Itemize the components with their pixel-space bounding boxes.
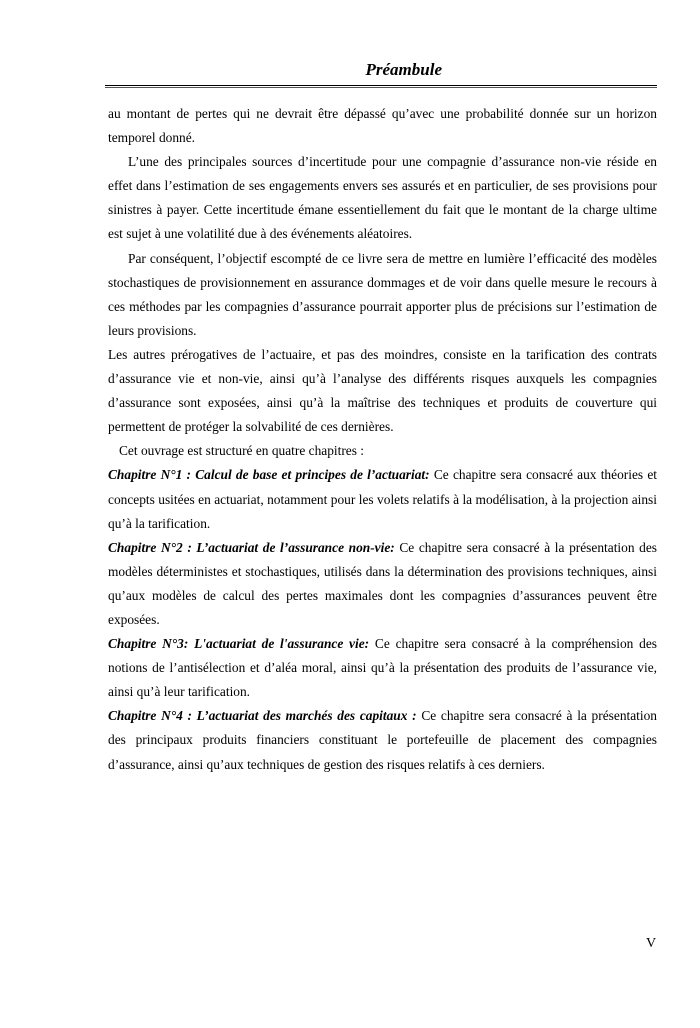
chapter-description: Ce chapitre sera consacré à la compréhension des notions de l’antisélection et d’aléa moral, ainsi qu’à la présentation des produits de l’assurance vie, ainsi qu’à leur tarification. [108, 636, 658, 700]
chapter-entry [108, 463, 657, 535]
page-number: V [646, 936, 657, 951]
body-paragraph: Cet ouvrage est structuré en quatre chapitres : [119, 443, 365, 459]
chapter-description: Ce chapitre sera consacré aux théories et concepts usitées en actuariat, notamment pour les volets relatifs à la modélisation, à la projection ainsi qu’à la tarification. [108, 467, 657, 531]
chapter-description: Ce chapitre sera consacré à la présentation des modèles déterministes et stochastiques, utilisés dans la détermination des provisions techniques, ainsi qu’aux modèles de calcul des pertes maximales dont les compagnies d’assurances peuvent être exposées. [108, 539, 657, 627]
body-paragraph: L’une des principales sources d’incertitude pour une compagnie d’assurance non-vie réside en effet dans l’estimation de ses engagements envers ses assurés et en particulier, de ses provisions pour sinistres à payer. Cette incertitude émane essentiellement du fait que le montant de la charge ultime est sujet à une volatilité due à des événements aléatoires. [108, 154, 657, 242]
chapter-title: Chapitre N°1 : Calcul de base et principes de l’actuariat: [108, 467, 430, 483]
chapter-entry [108, 536, 657, 632]
chapter-title: Chapitre N°3: L'actuariat de l'assurance vie: [108, 636, 370, 652]
body-paragraph: Les autres prérogatives de l’actuaire, et pas des moindres, consiste en la tarification des contrats d’assurance vie et non-vie, ainsi qu’à l’analyse des différents risques auxquels les compagnies d’assurance sont exposées, ainsi qu’à la maîtrise des techniques et produits de couverture qui permettent de protéger la solvabilité de ces dernières. [108, 346, 657, 435]
page-body [108, 102, 657, 777]
chapter-entry [108, 632, 657, 704]
chapter-title: Chapitre N°4 : L’actuariat des marchés des capitaux : [108, 708, 417, 724]
body-paragraph: Par conséquent, l’objectif escompté de ce livre sera de mettre en lumière l’efficacité des modèles stochastiques de provisionnement en assurance dommages et de voir dans quelle mesure le recours à ces méthodes par les compagnies d’assurance pourrait apporter plus de précisions sur l’estimation de leurs provisions. [108, 250, 657, 338]
chapter-title: Chapitre N°2 : L’actuariat de l’assurance non-vie: [108, 539, 395, 555]
chapter-entry [108, 704, 657, 776]
chapter-description: Ce chapitre sera consacré à la présentation des principaux produits financiers constituant le portefeuille de placement des compagnies d’assurance, ainsi qu’aux techniques de gestion des risques relatifs à ces derniers. [108, 708, 658, 772]
body-paragraph: au montant de pertes qui ne devrait être dépassé qu’avec une probabilité donnée sur un horizon temporel donné. [108, 106, 657, 146]
page-header-title: Préambule [365, 60, 442, 79]
header-divider [105, 85, 657, 88]
